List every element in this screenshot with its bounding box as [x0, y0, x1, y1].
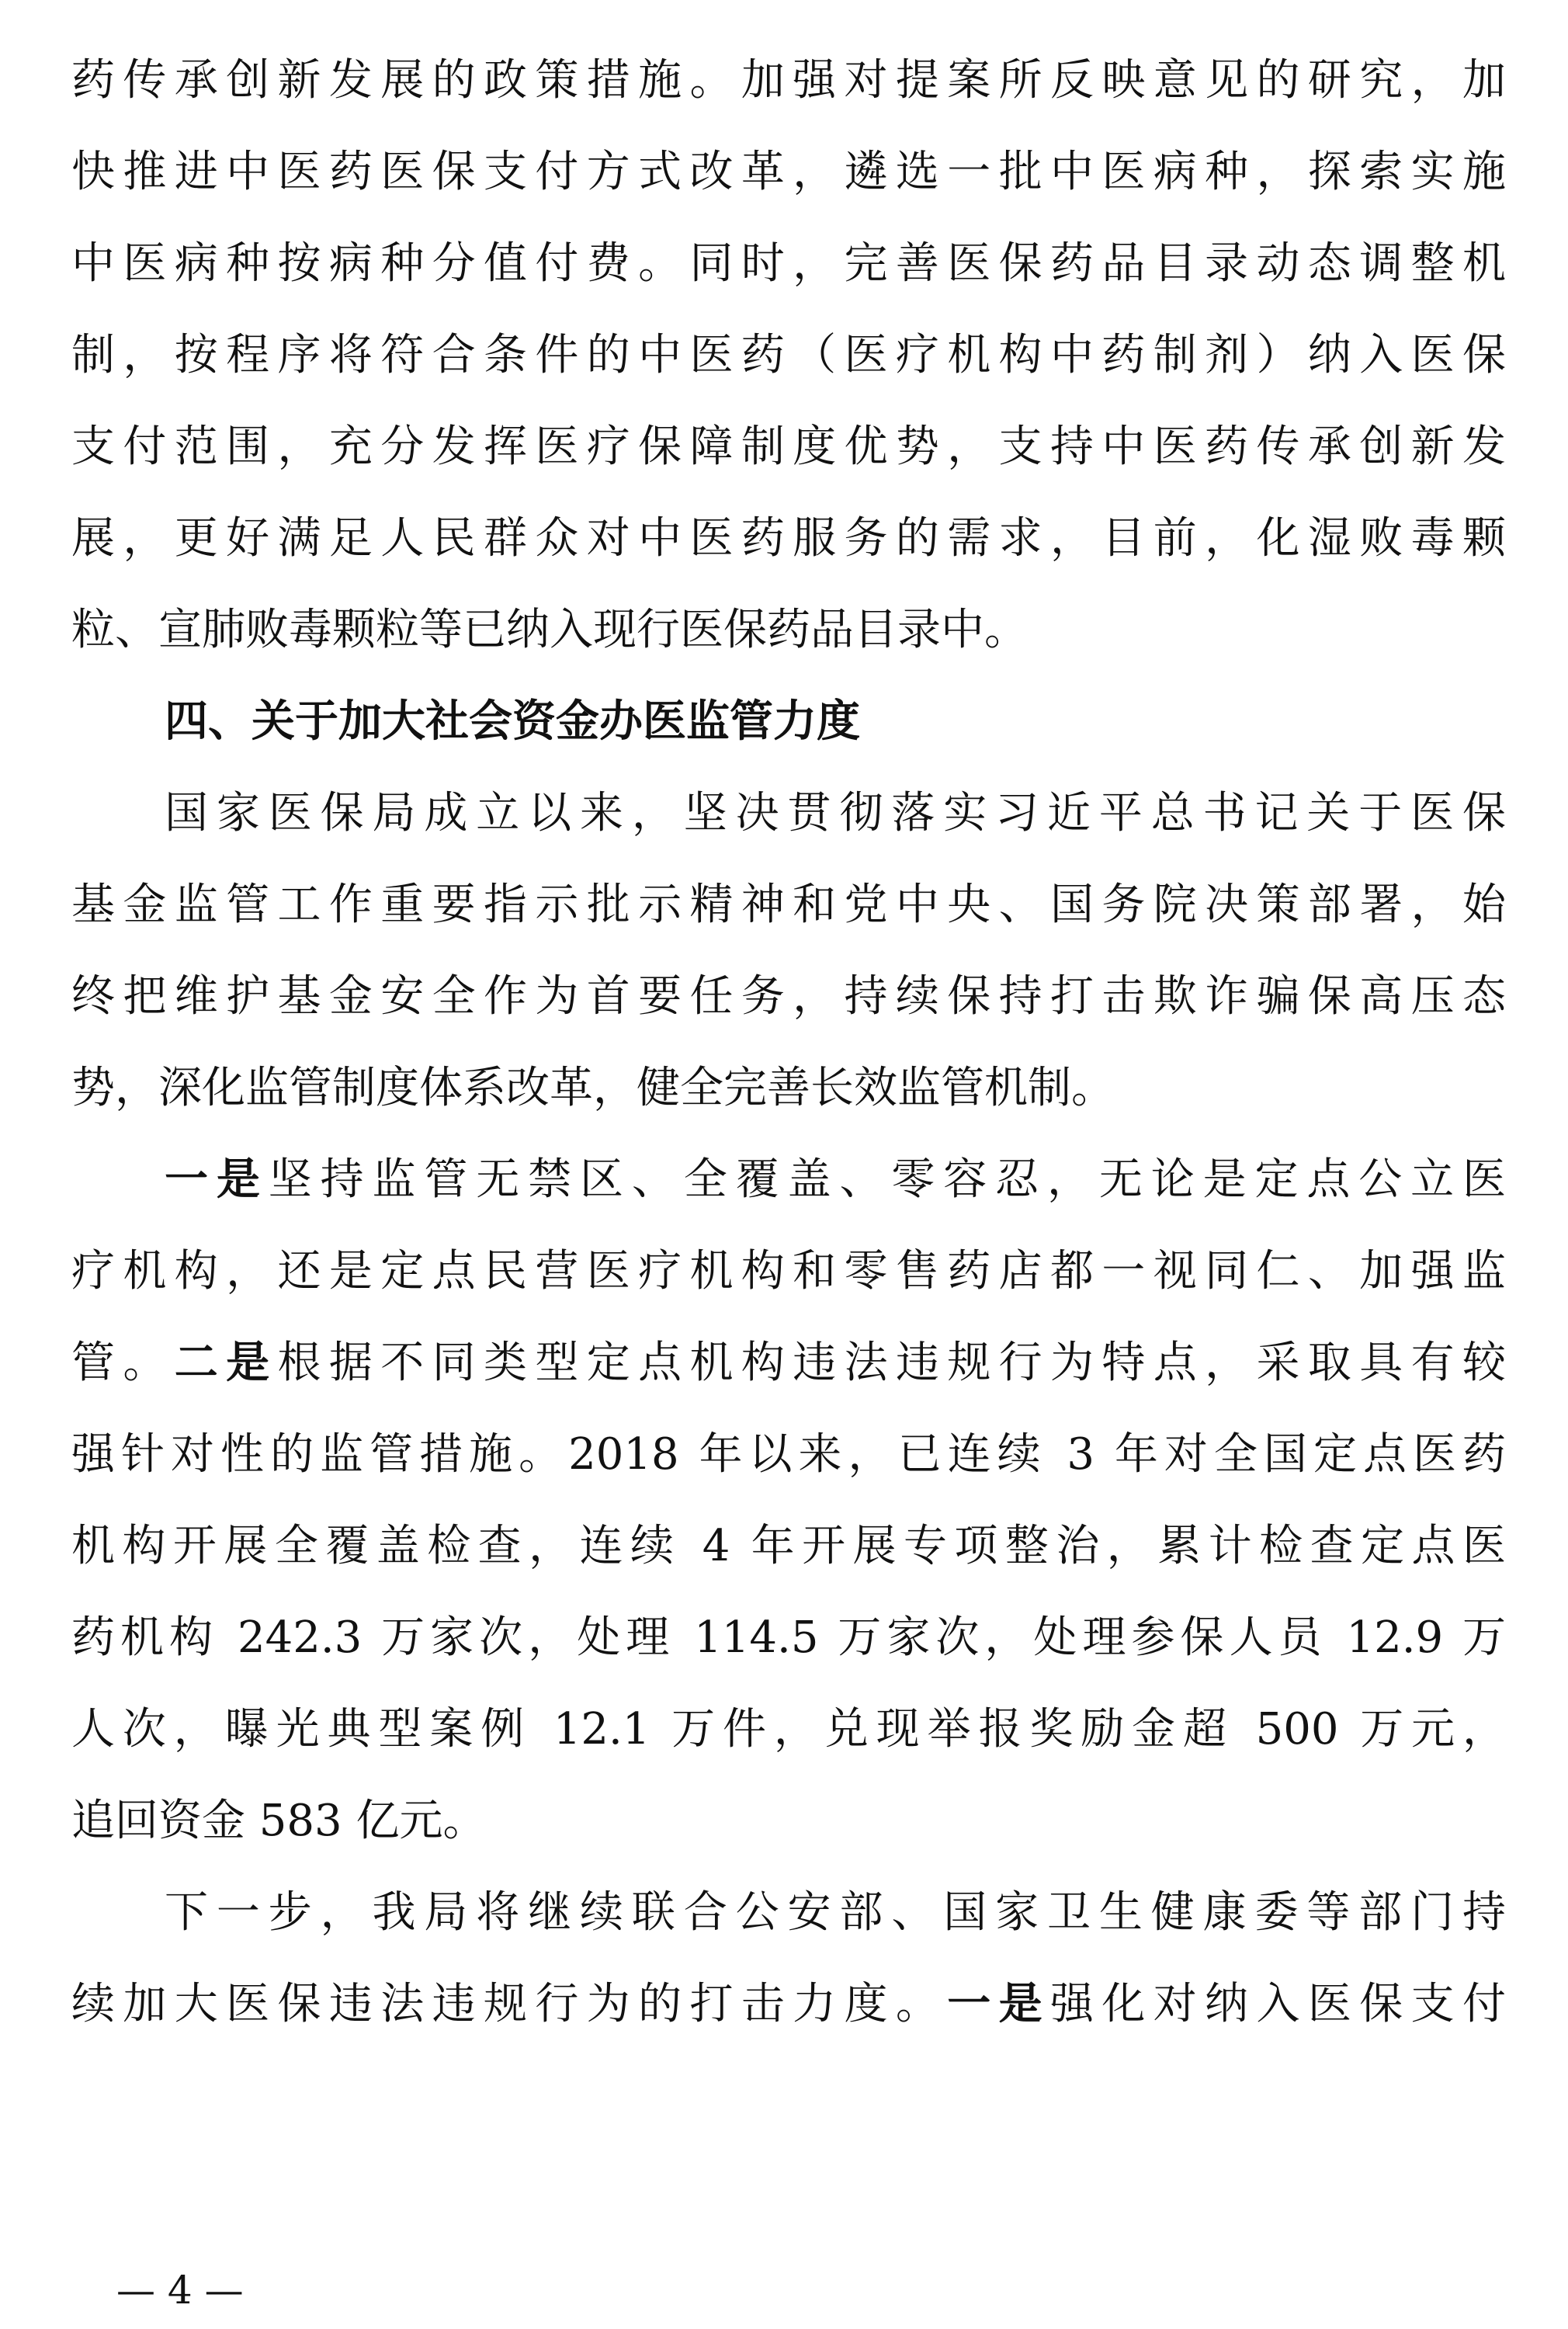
paragraph-line: [71, 1966, 1506, 2043]
paragraph-line: 下一步，我局将继续联合公安部、国家卫生健康委等部门持: [165, 1887, 1506, 1938]
paragraph-line: 人次，曝光典型案例 12.1 万件，兑现举报奖励金超 500 万元，: [71, 1704, 1506, 1755]
paragraph-line: 机构开展全覆盖检查，连续 4 年开展专项整治，累计检查定点医: [71, 1521, 1506, 1571]
bold-marker: 一是: [947, 1979, 1051, 2029]
paragraph-line: [165, 1141, 1506, 1219]
paragraph-text: 续加大医保违法违规行为的打击力度。: [71, 1979, 948, 2029]
paragraph-line: 国家医保局成立以来，坚决贯彻落实习近平总书记关于医保: [165, 788, 1506, 838]
paragraph-line: 中医病种按病种分值付费。同时，完善医保药品目录动态调整机: [71, 238, 1506, 289]
paragraph-line: 疗机构，还是定点民营医疗机构和零售药店都一视同仁、加强监: [71, 1246, 1506, 1296]
paragraph-text: 强化对纳入医保支付: [1050, 1979, 1507, 2029]
paragraph-line: 快推进中医药医保支付方式改革，遴选一批中医病种，探索实施: [71, 147, 1506, 197]
paragraph-line: 制，按程序将符合条件的中医药（医疗机构中药制剂）纳入医保: [71, 330, 1506, 380]
paragraph-line: 势，深化监管制度体系改革，健全完善长效监管机制。: [71, 1063, 1115, 1113]
paragraph-line: 展，更好满足人民群众对中医药服务的需求，目前，化湿败毒颗: [71, 513, 1506, 564]
bold-marker: 二是: [174, 1338, 278, 1388]
page-number: — 4 —: [116, 2268, 244, 2313]
paragraph-line: 药机构 242.3 万家次，处理 114.5 万家次，处理参保人员 12.9 万: [71, 1612, 1506, 1663]
paragraph-line: 基金监管工作重要指示批示精神和党中央、国务院决策部署，始: [71, 880, 1506, 930]
paragraph-line: 药传承创新发展的政策措施。加强对提案所反映意见的研究，加: [71, 55, 1506, 106]
section-heading: 四、关于加大社会资金办医监管力度: [165, 696, 860, 747]
paragraph-line: 追回资金 583 亿元。: [71, 1796, 487, 1846]
paragraph-line: 强针对性的监管措施。2018 年以来，已连续 3 年对全国定点医药: [71, 1429, 1506, 1480]
paragraph-text: 坚持监管无禁区、全覆盖、零容忍，无论是定点公立医: [268, 1154, 1507, 1205]
paragraph-line: [71, 1324, 1506, 1402]
paragraph-line: 粒、宣肺败毒颗粒等已纳入现行医保药品目录中。: [71, 605, 1028, 655]
paragraph-line: 终把维护基金安全作为首要任务，持续保持打击欺诈骗保高压态: [71, 971, 1506, 1022]
paragraph-text: 管。: [71, 1338, 175, 1388]
paragraph-text: 根据不同类型定点机构违法违规行为特点，采取具有较: [277, 1338, 1507, 1388]
paragraph-line: 支付范围，充分发挥医疗保障制度优势，支持中医药传承创新发: [71, 422, 1506, 472]
bold-marker: 一是: [165, 1154, 269, 1205]
